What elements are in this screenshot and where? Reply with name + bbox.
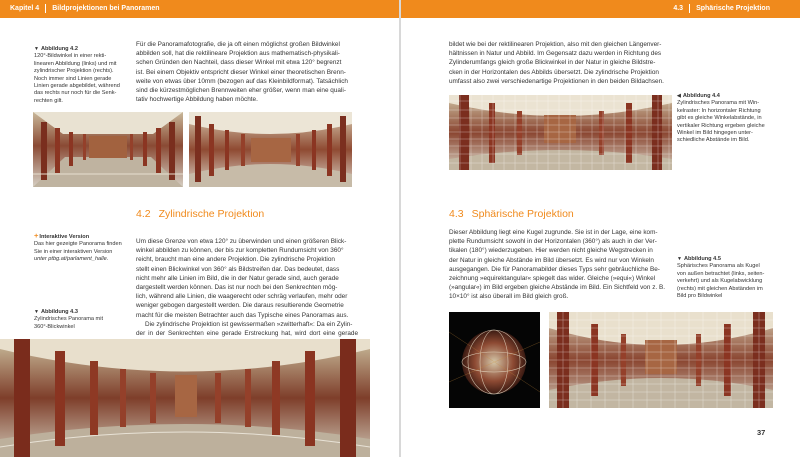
plus-icon: + [34, 231, 39, 240]
page-number: 37 [757, 428, 766, 437]
section-title: Zylindrische Projektion [158, 208, 265, 220]
section-heading-4-3 [449, 208, 574, 220]
caption-title: Abbildung 4.5 [683, 256, 721, 262]
text-line: zeichnung »equirektangular« spiegelt das wider. Gleiche (»equi«) Winkel [449, 275, 656, 283]
caption-line: Linien gerade abgebildet, während [34, 83, 120, 90]
text-line: cken in der Horizontalen des Abbilds übersetzt. Die zylindrische Projektion [449, 68, 659, 76]
text-line: ausgegangen. Die für Panoramabilder dieses Typs sehr gebräuchliche Be- [449, 265, 660, 273]
text-line: sind die kürzestmöglichen Brennweiten eher größer, wenn man eine quali- [136, 87, 346, 95]
photo-cylindrical-grid [449, 95, 672, 170]
caption-line: verkehrt) und als Kugelabwicklung [677, 278, 763, 285]
caption-line: schiedliche Abstände im Bild. [677, 137, 750, 144]
text-line: Zylinderumfangs gleich große Blickwinkel in der Natur in gleiche Bildstre- [449, 59, 656, 67]
caption-line: Noch immer sind Linien gerade [34, 75, 112, 82]
text-line: lich, während alle Linien, die waagerecht oder schräg verlaufen, mehr oder [136, 293, 348, 301]
caption-line: von außen betrachtet (links, seiten- [677, 270, 765, 277]
text-line: 10×10° ist also überall im Bild gleich groß. [449, 293, 569, 301]
section-number: 4.3 [449, 208, 464, 220]
text-line: der in der Senkrechten eine gerade Erstreckung hat, wird dort eine gerade [136, 330, 358, 338]
text-line: tativ hochwertige Abbildung haben möchte. [136, 96, 258, 104]
text-line: Die zylindrische Projektion ist gewissermaßen »zwitterhaft«: Da ein Zylin- [145, 320, 353, 328]
photo-cylindrical-hall-small [189, 112, 352, 187]
caption-figure-4-2: ▼ Abbildung 4.2 120°-Bildwinkel in einer rekti- linearen Abbildung (links) und mit zylindrischer Projektion (rechts). Noch immer sind Linien gerade Linien gerade abgebildet, während das rechts nur noch für die Senk- rechten gilt. [34, 46, 126, 105]
section-4-2-text [136, 237, 358, 347]
section-title-header: Sphärische Projektion [696, 5, 770, 12]
photo-cylindrical-360-hall [0, 339, 370, 457]
caption-line: 120°-Bildwinkel in einer rekti- [34, 53, 107, 60]
note-line: Das hier gezeigte Panorama finden [34, 241, 122, 248]
photo-sphere-outside-view [449, 312, 540, 408]
caption-line: Zylindrisches Panorama mit [34, 316, 104, 323]
text-line: macht für die meisten Betrachter auch das Typische eines Panoramas aus. [136, 311, 349, 319]
section-title: Sphärische Projektion [471, 208, 574, 220]
photo-equirectangular-grid [549, 312, 773, 408]
text-line: bildet wie bei der rektilinearen Projektion, also mit den gleichen Längenver- [449, 41, 662, 48]
section-heading-4-2 [136, 208, 264, 220]
caption-line: Bild pro Bildwinkel [677, 293, 723, 300]
caption-line: Zylindrisches Panorama mit Win- [677, 100, 760, 107]
text-line: reicht, braucht man eine andere Projektion. Die zylindrische Projektion [136, 256, 335, 264]
note-line: Sie in einer interaktiven Version [34, 248, 113, 255]
text-line: plette Rundumsicht sowohl in der Horizontalen (360°) als auch in der Ver- [449, 238, 657, 246]
text-line: umfasst also zwei verschiedenartige Projektionen in den beiden Bildachsen. [449, 77, 664, 85]
text-line: tikalen (180°) wiederzugeben. Hier werden nicht gleiche Wegstrecken in [449, 247, 653, 255]
right-running-header [401, 0, 800, 18]
text-line: Um diese Grenze von etwa 120° zu überwinden und einen größeren Blick- [136, 238, 347, 245]
section-4-3-text [449, 228, 671, 302]
photo-rectilinear-hall [33, 112, 183, 187]
caption-line: Sphärisches Panorama als Kugel [677, 263, 760, 270]
caption-title: Abbildung 4.2 [40, 46, 78, 52]
text-line: dargestellt werden können. Das ist nur noch bei den Senkrechten mög- [136, 284, 338, 292]
text-line: der Natur in gleiche Abstände im Bild übersetzt. Es wird nur von Winkeln [449, 256, 654, 264]
text-line: nicht mehr alle Linien im Bild, die in der Natur gerade sind, auch gerade [136, 274, 339, 282]
note-title: Interaktive Version [39, 234, 90, 240]
text-line: ist. Bei einem Objektiv entspricht dieser Winkel einer theoretischen Brenn- [136, 68, 346, 76]
caption-line: zylindrischer Projektion (rechts). [34, 68, 114, 75]
caption-line: vertikaler Richtung ergeben gleiche [677, 122, 765, 129]
text-line: winkel abbilden zu können, der bis zur kompletten Rundumsicht von 360° [136, 247, 344, 255]
caption-line: linearen Abbildung (links) und mit [34, 60, 117, 67]
caption-line: kelraster: In horizontaler Richtung [677, 107, 761, 114]
caption-title: Abbildung 4.3 [40, 309, 78, 315]
section-number: 4.2 [136, 208, 151, 220]
caption-line: das rechts nur noch für die Senk- [34, 90, 117, 97]
section-number-header: 4.3 [673, 5, 684, 12]
caption-title: Abbildung 4.4 [682, 93, 720, 99]
right-top-paragraph [449, 40, 671, 86]
caption-figure-4-4: ◀ Abbildung 4.4 Zylindrisches Panorama mit Win- kelraster: In horizontaler Richtung gibt es gleiche Winkelabstände, in vertikaler Richtung ergeben gleiche Winkel im Bild hingegen unter- schiedliche Abstände im Bild. [677, 93, 773, 145]
text-line: Für die Panoramafotografie, die ja oft einen möglichst großen Bildwinkel [136, 41, 340, 48]
caption-figure-4-3: ▼ Abbildung 4.3 Zylindrisches Panorama mit 360°-Blickwinkel [34, 309, 126, 331]
text-line: weniger gebogen dargestellt werden. Die daraus resultierende Geometrie [136, 302, 344, 310]
text-line: schen Gründen den Nachteil, dass dieser Winkel mit etwa 120° begrenzt [136, 59, 342, 67]
intro-paragraph [136, 40, 358, 104]
interactive-version-note [34, 232, 126, 264]
caption-line: rechten gilt. [34, 97, 63, 104]
note-link[interactable]: unter ptbg.at/parlament_halle. [34, 256, 109, 263]
caption-line: (rechts) mit gleichen Abständen im [677, 285, 763, 292]
text-line: weite von etwas über 10mm (bezogen auf das Kleinbildformat). Tatsächlich [136, 77, 348, 85]
text-line: (»angular«) im Bild ergeben gleiche Abstände im Bild. Ein Sichtfeld von z. B. [449, 284, 665, 292]
text-line: Dieser Abbildung liegt eine Kugel zugrunde. Sie ist in der Lage, eine kom- [449, 229, 658, 236]
caption-line: gibt es gleiche Winkelabstände, in [677, 115, 762, 122]
text-line: stellt einen Blickwinkel von 360° als Bildstreifen dar. Das bedeutet, dass [136, 265, 340, 273]
caption-figure-4-5: ▼ Abbildung 4.5 Sphärisches Panorama als Kugel von außen betrachtet (links, seiten- verkehrt) und als Kugelabwicklung (rechts) mit gleichen Abständen im Bild pro Bildwinkel [677, 256, 773, 300]
text-line: hältnissen in Natur und Abbild. Im Gegensatz dazu werden in Richtung des [449, 50, 662, 58]
right-page [401, 0, 800, 457]
caption-line: Winkel im Bild hingegen unter- [677, 130, 753, 137]
chapter-label: Kapitel 4 [10, 5, 40, 12]
text-line: abbilden soll, hat die rektilineare Projektion aus mathematisch-physikali- [136, 50, 340, 58]
chapter-title: Bildprojektionen bei Panoramen [52, 5, 160, 12]
caption-line: 360°-Blickwinkel [34, 323, 75, 330]
left-running-header [0, 0, 400, 18]
